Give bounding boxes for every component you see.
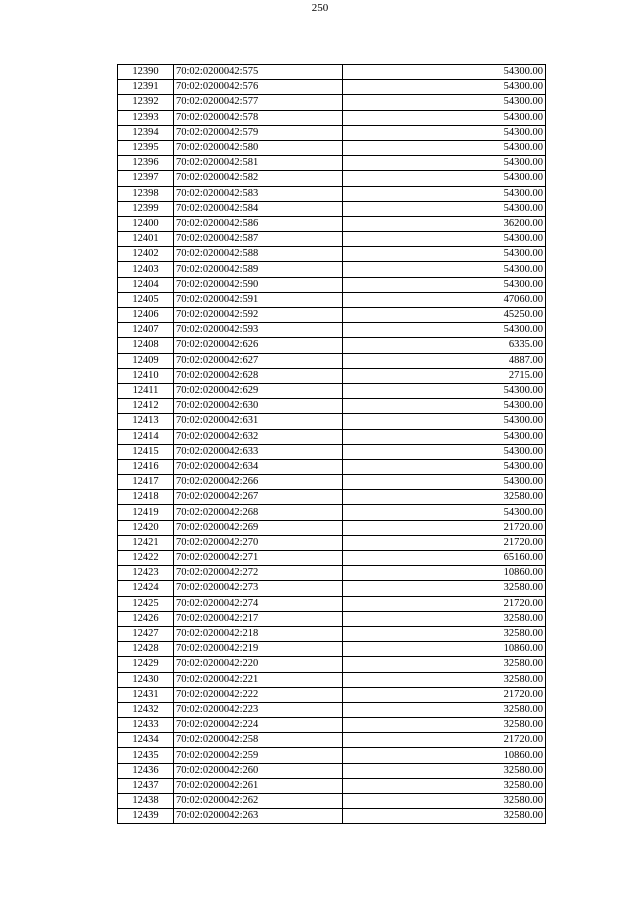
table-row xyxy=(118,520,546,535)
table-row xyxy=(118,368,546,383)
table-row xyxy=(118,399,546,414)
table-body xyxy=(118,65,546,824)
value-cell: 32580.00 xyxy=(343,611,546,626)
table-row xyxy=(118,733,546,748)
table-row xyxy=(118,718,546,733)
cadastral-number-cell: 70:02:0200042:583 xyxy=(174,186,343,201)
table-row xyxy=(118,657,546,672)
cadastral-number-cell: 70:02:0200042:580 xyxy=(174,140,343,155)
table-row xyxy=(118,232,546,247)
cadastral-number-cell: 70:02:0200042:220 xyxy=(174,657,343,672)
table-row xyxy=(118,65,546,80)
value-cell: 54300.00 xyxy=(343,65,546,80)
row-number-cell: 12402 xyxy=(118,247,174,262)
table-row xyxy=(118,140,546,155)
cadastral-number-cell: 70:02:0200042:582 xyxy=(174,171,343,186)
value-cell: 21720.00 xyxy=(343,733,546,748)
table-row xyxy=(118,247,546,262)
value-cell: 10860.00 xyxy=(343,566,546,581)
table-row xyxy=(118,353,546,368)
cadastral-number-cell: 70:02:0200042:632 xyxy=(174,429,343,444)
cadastral-number-cell: 70:02:0200042:575 xyxy=(174,65,343,80)
table-row xyxy=(118,687,546,702)
value-cell: 32580.00 xyxy=(343,657,546,672)
row-number-cell: 12422 xyxy=(118,551,174,566)
row-number-cell: 12431 xyxy=(118,687,174,702)
value-cell: 32580.00 xyxy=(343,672,546,687)
cadastral-number-cell: 70:02:0200042:628 xyxy=(174,368,343,383)
cadastral-number-cell: 70:02:0200042:221 xyxy=(174,672,343,687)
value-cell: 54300.00 xyxy=(343,140,546,155)
table-row xyxy=(118,535,546,550)
row-number-cell: 12433 xyxy=(118,718,174,733)
cadastral-number-cell: 70:02:0200042:219 xyxy=(174,642,343,657)
value-cell: 10860.00 xyxy=(343,748,546,763)
cadastral-number-cell: 70:02:0200042:581 xyxy=(174,156,343,171)
table-row xyxy=(118,277,546,292)
row-number-cell: 12437 xyxy=(118,778,174,793)
value-cell: 32580.00 xyxy=(343,718,546,733)
cadastral-number-cell: 70:02:0200042:218 xyxy=(174,626,343,641)
cadastral-number-cell: 70:02:0200042:272 xyxy=(174,566,343,581)
table-row xyxy=(118,383,546,398)
row-number-cell: 12418 xyxy=(118,490,174,505)
row-number-cell: 12393 xyxy=(118,110,174,125)
table-row xyxy=(118,551,546,566)
table-row xyxy=(118,459,546,474)
table-row xyxy=(118,475,546,490)
row-number-cell: 12407 xyxy=(118,323,174,338)
row-number-cell: 12435 xyxy=(118,748,174,763)
value-cell: 21720.00 xyxy=(343,596,546,611)
value-cell: 54300.00 xyxy=(343,201,546,216)
row-number-cell: 12420 xyxy=(118,520,174,535)
table-row xyxy=(118,95,546,110)
data-table xyxy=(117,64,546,824)
row-number-cell: 12391 xyxy=(118,80,174,95)
row-number-cell: 12411 xyxy=(118,383,174,398)
table-row xyxy=(118,262,546,277)
value-cell: 54300.00 xyxy=(343,80,546,95)
row-number-cell: 12397 xyxy=(118,171,174,186)
cadastral-number-cell: 70:02:0200042:267 xyxy=(174,490,343,505)
value-cell: 54300.00 xyxy=(343,156,546,171)
row-number-cell: 12408 xyxy=(118,338,174,353)
cadastral-number-cell: 70:02:0200042:579 xyxy=(174,125,343,140)
table-row xyxy=(118,490,546,505)
row-number-cell: 12427 xyxy=(118,626,174,641)
table-row xyxy=(118,171,546,186)
table-row xyxy=(118,809,546,824)
table-row xyxy=(118,794,546,809)
table-row xyxy=(118,702,546,717)
row-number-cell: 12421 xyxy=(118,535,174,550)
value-cell: 32580.00 xyxy=(343,809,546,824)
cadastral-number-cell: 70:02:0200042:262 xyxy=(174,794,343,809)
value-cell: 54300.00 xyxy=(343,171,546,186)
table-row xyxy=(118,566,546,581)
table-row xyxy=(118,581,546,596)
table-row xyxy=(118,292,546,307)
cadastral-number-cell: 70:02:0200042:593 xyxy=(174,323,343,338)
value-cell: 54300.00 xyxy=(343,444,546,459)
value-cell: 6335.00 xyxy=(343,338,546,353)
row-number-cell: 12390 xyxy=(118,65,174,80)
cadastral-number-cell: 70:02:0200042:587 xyxy=(174,232,343,247)
value-cell: 54300.00 xyxy=(343,232,546,247)
value-cell: 21720.00 xyxy=(343,687,546,702)
row-number-cell: 12410 xyxy=(118,368,174,383)
cadastral-number-cell: 70:02:0200042:273 xyxy=(174,581,343,596)
cadastral-number-cell: 70:02:0200042:630 xyxy=(174,399,343,414)
row-number-cell: 12399 xyxy=(118,201,174,216)
value-cell: 54300.00 xyxy=(343,429,546,444)
value-cell: 45250.00 xyxy=(343,308,546,323)
row-number-cell: 12424 xyxy=(118,581,174,596)
value-cell: 32580.00 xyxy=(343,626,546,641)
cadastral-number-cell: 70:02:0200042:634 xyxy=(174,459,343,474)
cadastral-number-cell: 70:02:0200042:578 xyxy=(174,110,343,125)
row-number-cell: 12406 xyxy=(118,308,174,323)
table-row xyxy=(118,414,546,429)
table-row xyxy=(118,672,546,687)
row-number-cell: 12401 xyxy=(118,232,174,247)
table-row xyxy=(118,216,546,231)
table-row xyxy=(118,110,546,125)
row-number-cell: 12398 xyxy=(118,186,174,201)
cadastral-number-cell: 70:02:0200042:576 xyxy=(174,80,343,95)
row-number-cell: 12412 xyxy=(118,399,174,414)
row-number-cell: 12409 xyxy=(118,353,174,368)
cadastral-number-cell: 70:02:0200042:261 xyxy=(174,778,343,793)
value-cell: 32580.00 xyxy=(343,702,546,717)
row-number-cell: 12438 xyxy=(118,794,174,809)
value-cell: 54300.00 xyxy=(343,399,546,414)
value-cell: 54300.00 xyxy=(343,383,546,398)
cadastral-number-cell: 70:02:0200042:274 xyxy=(174,596,343,611)
value-cell: 54300.00 xyxy=(343,505,546,520)
value-cell: 54300.00 xyxy=(343,459,546,474)
row-number-cell: 12403 xyxy=(118,262,174,277)
row-number-cell: 12414 xyxy=(118,429,174,444)
cadastral-number-cell: 70:02:0200042:263 xyxy=(174,809,343,824)
value-cell: 54300.00 xyxy=(343,414,546,429)
cadastral-number-cell: 70:02:0200042:627 xyxy=(174,353,343,368)
row-number-cell: 12392 xyxy=(118,95,174,110)
cadastral-number-cell: 70:02:0200042:626 xyxy=(174,338,343,353)
value-cell: 54300.00 xyxy=(343,110,546,125)
cadastral-number-cell: 70:02:0200042:266 xyxy=(174,475,343,490)
table-row xyxy=(118,748,546,763)
row-number-cell: 12419 xyxy=(118,505,174,520)
value-cell: 54300.00 xyxy=(343,475,546,490)
cadastral-number-cell: 70:02:0200042:217 xyxy=(174,611,343,626)
value-cell: 2715.00 xyxy=(343,368,546,383)
table-row xyxy=(118,444,546,459)
row-number-cell: 12417 xyxy=(118,475,174,490)
cadastral-number-cell: 70:02:0200042:259 xyxy=(174,748,343,763)
row-number-cell: 12405 xyxy=(118,292,174,307)
value-cell: 32580.00 xyxy=(343,778,546,793)
value-cell: 54300.00 xyxy=(343,247,546,262)
value-cell: 54300.00 xyxy=(343,125,546,140)
cadastral-number-cell: 70:02:0200042:271 xyxy=(174,551,343,566)
cadastral-number-cell: 70:02:0200042:577 xyxy=(174,95,343,110)
cadastral-number-cell: 70:02:0200042:260 xyxy=(174,763,343,778)
row-number-cell: 12423 xyxy=(118,566,174,581)
table-row xyxy=(118,596,546,611)
value-cell: 32580.00 xyxy=(343,581,546,596)
cadastral-number-cell: 70:02:0200042:629 xyxy=(174,383,343,398)
value-cell: 32580.00 xyxy=(343,763,546,778)
row-number-cell: 12439 xyxy=(118,809,174,824)
value-cell: 54300.00 xyxy=(343,262,546,277)
table-row xyxy=(118,186,546,201)
cadastral-number-cell: 70:02:0200042:588 xyxy=(174,247,343,262)
cadastral-number-cell: 70:02:0200042:586 xyxy=(174,216,343,231)
table-row xyxy=(118,429,546,444)
table-row xyxy=(118,505,546,520)
table-row xyxy=(118,763,546,778)
value-cell: 65160.00 xyxy=(343,551,546,566)
row-number-cell: 12430 xyxy=(118,672,174,687)
cadastral-number-cell: 70:02:0200042:592 xyxy=(174,308,343,323)
cadastral-number-cell: 70:02:0200042:269 xyxy=(174,520,343,535)
page-number: 250 xyxy=(311,2,329,14)
table-row xyxy=(118,611,546,626)
cadastral-number-cell: 70:02:0200042:268 xyxy=(174,505,343,520)
value-cell: 54300.00 xyxy=(343,186,546,201)
cadastral-number-cell: 70:02:0200042:589 xyxy=(174,262,343,277)
table-row xyxy=(118,626,546,641)
value-cell: 54300.00 xyxy=(343,95,546,110)
row-number-cell: 12395 xyxy=(118,140,174,155)
row-number-cell: 12434 xyxy=(118,733,174,748)
row-number-cell: 12400 xyxy=(118,216,174,231)
table-row xyxy=(118,642,546,657)
row-number-cell: 12404 xyxy=(118,277,174,292)
value-cell: 54300.00 xyxy=(343,277,546,292)
cadastral-number-cell: 70:02:0200042:591 xyxy=(174,292,343,307)
cadastral-number-cell: 70:02:0200042:222 xyxy=(174,687,343,702)
cadastral-number-cell: 70:02:0200042:224 xyxy=(174,718,343,733)
row-number-cell: 12416 xyxy=(118,459,174,474)
row-number-cell: 12415 xyxy=(118,444,174,459)
value-cell: 4887.00 xyxy=(343,353,546,368)
table-row xyxy=(118,323,546,338)
cadastral-number-cell: 70:02:0200042:631 xyxy=(174,414,343,429)
cadastral-number-cell: 70:02:0200042:258 xyxy=(174,733,343,748)
row-number-cell: 12425 xyxy=(118,596,174,611)
value-cell: 32580.00 xyxy=(343,794,546,809)
table-row xyxy=(118,338,546,353)
cadastral-number-cell: 70:02:0200042:223 xyxy=(174,702,343,717)
table-row xyxy=(118,156,546,171)
cadastral-number-cell: 70:02:0200042:633 xyxy=(174,444,343,459)
cadastral-number-cell: 70:02:0200042:270 xyxy=(174,535,343,550)
row-number-cell: 12436 xyxy=(118,763,174,778)
row-number-cell: 12394 xyxy=(118,125,174,140)
cadastral-number-cell: 70:02:0200042:590 xyxy=(174,277,343,292)
value-cell: 21720.00 xyxy=(343,520,546,535)
value-cell: 36200.00 xyxy=(343,216,546,231)
table-row xyxy=(118,308,546,323)
row-number-cell: 12432 xyxy=(118,702,174,717)
row-number-cell: 12428 xyxy=(118,642,174,657)
value-cell: 47060.00 xyxy=(343,292,546,307)
row-number-cell: 12413 xyxy=(118,414,174,429)
row-number-cell: 12426 xyxy=(118,611,174,626)
row-number-cell: 12429 xyxy=(118,657,174,672)
row-number-cell: 12396 xyxy=(118,156,174,171)
table-row xyxy=(118,778,546,793)
value-cell: 32580.00 xyxy=(343,490,546,505)
value-cell: 54300.00 xyxy=(343,323,546,338)
table-row xyxy=(118,80,546,95)
value-cell: 10860.00 xyxy=(343,642,546,657)
value-cell: 21720.00 xyxy=(343,535,546,550)
table-row xyxy=(118,125,546,140)
cadastral-number-cell: 70:02:0200042:584 xyxy=(174,201,343,216)
table-row xyxy=(118,201,546,216)
